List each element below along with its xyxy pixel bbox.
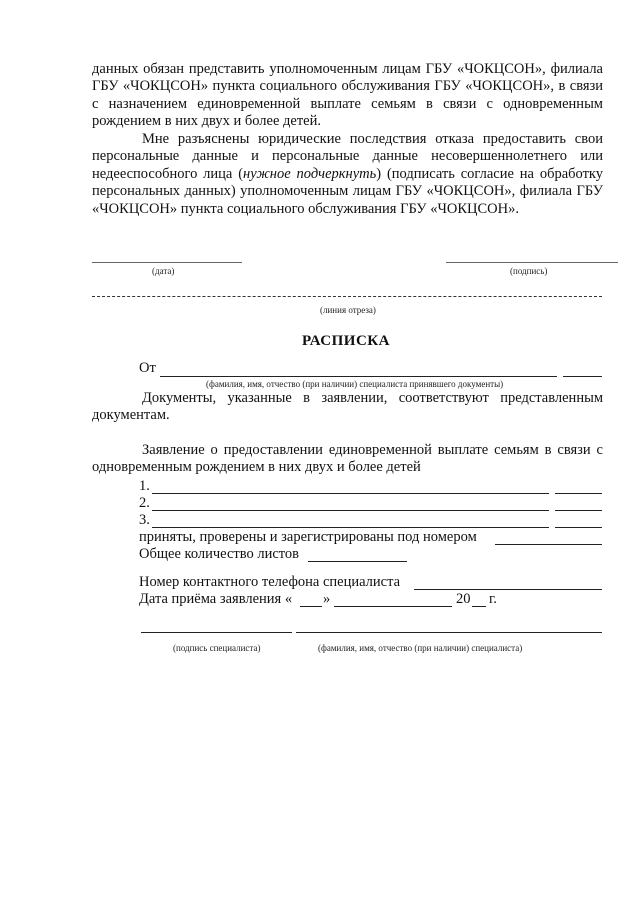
year-suffix: г. bbox=[489, 591, 497, 607]
item-3-line[interactable] bbox=[152, 527, 549, 528]
item-2-line[interactable] bbox=[152, 510, 549, 511]
consent-paragraph-2-start: Мне разъяснены юридические последствия отказа предоставить свои персональные данные и персональные данные несовершеннолетнего или недееспособного лица ( bbox=[92, 131, 603, 182]
date-day-line[interactable] bbox=[300, 606, 322, 607]
date-caption: (дата) bbox=[152, 266, 175, 276]
year-prefix: 20 bbox=[456, 591, 471, 607]
signature-caption: (подпись) bbox=[510, 266, 548, 276]
registration-number-line[interactable] bbox=[495, 544, 602, 545]
item-number: 3. bbox=[139, 512, 150, 528]
item-3-sheets-line[interactable] bbox=[555, 527, 602, 528]
date-line[interactable] bbox=[92, 262, 242, 263]
date-month-line[interactable] bbox=[334, 606, 452, 607]
consent-paragraph-2-end: ) (подписать согласие на обработку персональных данных) уполномоченным лицам ГБУ «ЧОКЦСОН», филиала ГБУ «ЧОКЦСОН» пункта социального обслуживания ГБУ «ЧОКЦСОН». bbox=[92, 165, 603, 217]
receipt-title: РАСПИСКА bbox=[301, 333, 391, 349]
sheets-count-line[interactable] bbox=[308, 561, 407, 562]
date-year-line[interactable] bbox=[472, 606, 486, 607]
application-text: Заявление о предоставлении единовременной выплате семьям в связи с одновременным рождением в них двух и более детей bbox=[92, 442, 603, 476]
cut-line bbox=[92, 296, 602, 297]
signature-line[interactable] bbox=[446, 262, 618, 263]
registered-text: приняты, проверены и зарегистрированы под номером bbox=[139, 529, 477, 545]
item-1-sheets-line[interactable] bbox=[555, 493, 602, 494]
documents-conform-text: Документы, указанные в заявлении, соответствуют представленным документам. bbox=[92, 390, 603, 424]
date-quote-close: » bbox=[323, 591, 331, 607]
specialist-signature-caption: (подпись специалиста) bbox=[173, 643, 261, 653]
specialist-signature-line[interactable] bbox=[141, 632, 292, 633]
consent-paragraph-1: данных обязан представить уполномоченным лицам ГБУ «ЧОКЦСОН», филиала ГБУ «ЧОКЦСОН» пункта социального обслуживания ГБУ «ЧОКЦСОН», в связи с назначением единовременной выплате семьям в связи с одновременным рождением в них двух и более детей. bbox=[92, 61, 603, 130]
consent-paragraph-2 bbox=[92, 131, 603, 218]
from-caption: (фамилия, имя, отчество (при наличии) специалиста принявшего документы) bbox=[206, 379, 504, 389]
from-label: От bbox=[139, 360, 156, 376]
phone-label: Номер контактного телефона специалиста bbox=[139, 574, 401, 590]
specialist-name-caption: (фамилия, имя, отчество (при наличии) специалиста) bbox=[318, 643, 523, 653]
consent-paragraph-2-italic: нужное подчеркнуть bbox=[243, 165, 377, 182]
item-1-line[interactable] bbox=[152, 493, 549, 494]
item-2-sheets-line[interactable] bbox=[555, 510, 602, 511]
item-number: 1. bbox=[139, 478, 150, 494]
date-label: Дата приёма заявления « bbox=[139, 591, 293, 607]
item-number: 2. bbox=[139, 495, 150, 511]
from-extra-line[interactable] bbox=[563, 376, 602, 377]
from-name-line[interactable] bbox=[160, 376, 557, 377]
phone-line[interactable] bbox=[414, 589, 602, 590]
specialist-name-line[interactable] bbox=[296, 632, 602, 633]
sheets-label: Общее количество листов bbox=[139, 546, 300, 562]
cut-line-caption: (линия отреза) bbox=[320, 305, 376, 315]
